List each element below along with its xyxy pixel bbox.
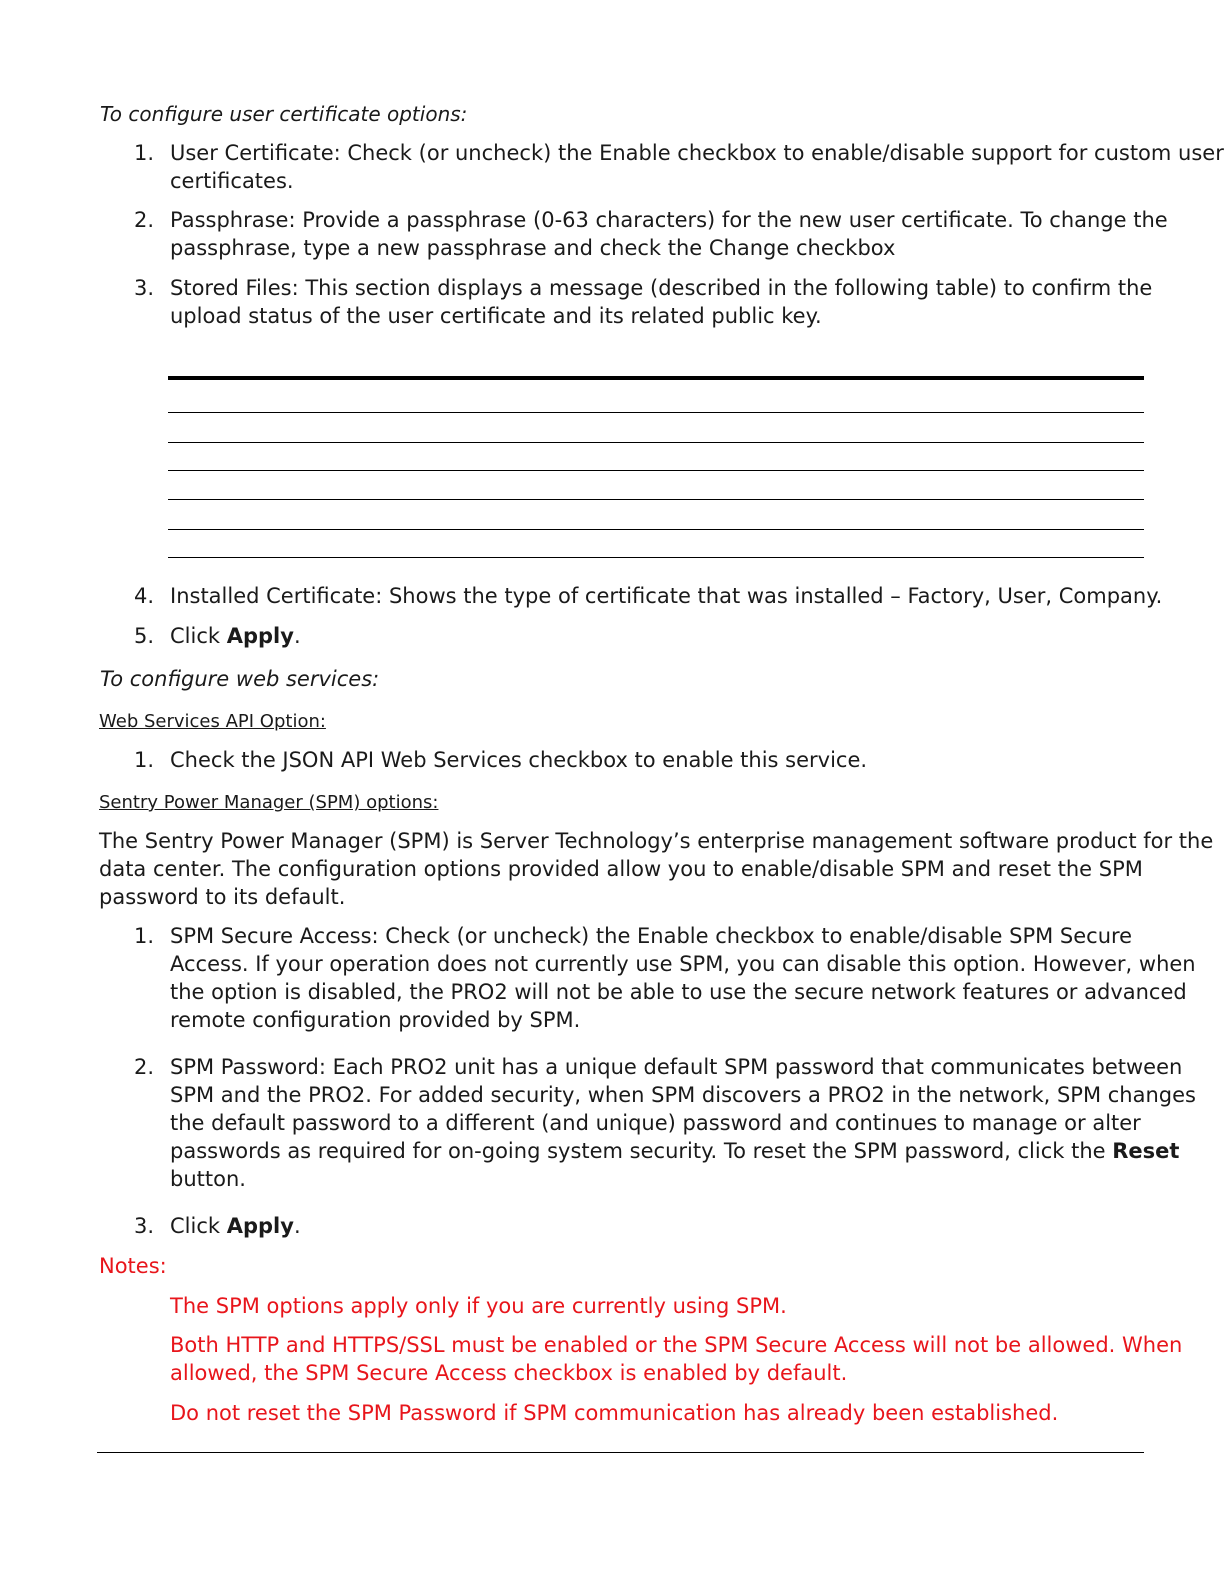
paragraph-line: The Sentry Power Manager (SPM) is Server Technology’s enterprise management software product for the: [99, 829, 1214, 853]
list-number: 3.: [133, 1214, 154, 1238]
list-item-text: Stored Files: This section displays a message (described in the following table) to confirm the: [170, 276, 1153, 300]
footer-divider: [97, 1452, 1144, 1453]
note-text: Both HTTP and HTTPS/SSL must be enabled or the SPM Secure Access will not be allowed. When: [170, 1333, 1183, 1357]
reset-label: Reset: [1112, 1139, 1180, 1163]
list-item-text: Installed Certificate: Shows the type of certificate that was installed – Factory, User, Company.: [170, 584, 1163, 608]
notes-heading: Notes:: [99, 1254, 167, 1278]
table-row-rule: [168, 529, 1144, 530]
apply-label: Apply: [226, 1214, 294, 1238]
list-number: 3.: [133, 276, 154, 300]
period: .: [293, 1214, 301, 1238]
list-item-text: [170, 1212, 301, 1240]
table-row-rule: [168, 557, 1144, 558]
list-item-text: SPM and the PRO2. For added security, when SPM discovers a PRO2 in the network, SPM changes: [170, 1083, 1196, 1107]
list-number: 1.: [133, 924, 154, 948]
list-item-text: Access. If your operation does not currently use SPM, you can disable this option. However, when: [170, 952, 1196, 976]
list-item-text: User Certificate: Check (or uncheck) the Enable checkbox to enable/disable support for custom user: [170, 141, 1224, 165]
list-number: 2.: [133, 208, 154, 232]
list-item-text: [170, 622, 301, 650]
list-item-text: [170, 1137, 1179, 1165]
list-item-text: button.: [170, 1167, 246, 1191]
reset-instruction: passwords as required for on-going system security. To reset the SPM password, click the: [170, 1139, 1113, 1163]
list-number: 2.: [133, 1055, 154, 1079]
period: .: [293, 624, 301, 648]
subheading-spm-options: Sentry Power Manager (SPM) options:: [99, 792, 439, 813]
table-row-rule: [168, 442, 1144, 443]
paragraph-line: password to its default.: [99, 885, 346, 909]
list-number: 1.: [133, 748, 154, 772]
list-item-text: certificates.: [170, 169, 294, 193]
note-text: Do not reset the SPM Password if SPM communication has already been established.: [170, 1401, 1059, 1425]
click-text: Click: [170, 624, 227, 648]
list-number: 4.: [133, 584, 154, 608]
note-text: allowed, the SPM Secure Access checkbox is enabled by default.: [170, 1361, 848, 1385]
list-item-text: passphrase, type a new passphrase and check the Change checkbox: [170, 236, 896, 260]
subheading-web-services-api: Web Services API Option:: [99, 711, 326, 732]
note-text: The SPM options apply only if you are currently using SPM.: [170, 1294, 787, 1318]
section-heading-user-certificate: To configure user certificate options:: [100, 102, 468, 126]
list-item-text: the option is disabled, the PRO2 will not be able to use the secure network features or advanced: [170, 980, 1187, 1004]
section-heading-web-services: To configure web services:: [100, 667, 380, 691]
table-top-rule: [168, 376, 1144, 380]
table-row-rule: [168, 499, 1144, 500]
list-item-text: remote configuration provided by SPM.: [170, 1008, 581, 1032]
list-item-text: SPM Secure Access: Check (or uncheck) the Enable checkbox to enable/disable SPM Secure: [170, 924, 1133, 948]
list-item-text: upload status of the user certificate and its related public key.: [170, 304, 822, 328]
list-number: 5.: [133, 624, 154, 648]
table-row-rule: [168, 470, 1144, 471]
list-item-text: SPM Password: Each PRO2 unit has a unique default SPM password that communicates between: [170, 1055, 1183, 1079]
list-item-text: Check the JSON API Web Services checkbox to enable this service.: [170, 748, 868, 772]
list-number: 1.: [133, 141, 154, 165]
paragraph-line: data center. The configuration options provided allow you to enable/disable SPM and reset the SPM: [99, 857, 1143, 881]
list-item-text: the default password to a different (and unique) password and continues to manage or alter: [170, 1111, 1141, 1135]
table-row-rule: [168, 412, 1144, 413]
click-text: Click: [170, 1214, 227, 1238]
apply-label: Apply: [226, 624, 294, 648]
list-item-text: Passphrase: Provide a passphrase (0-63 characters) for the new user certificate. To change the: [170, 208, 1168, 232]
